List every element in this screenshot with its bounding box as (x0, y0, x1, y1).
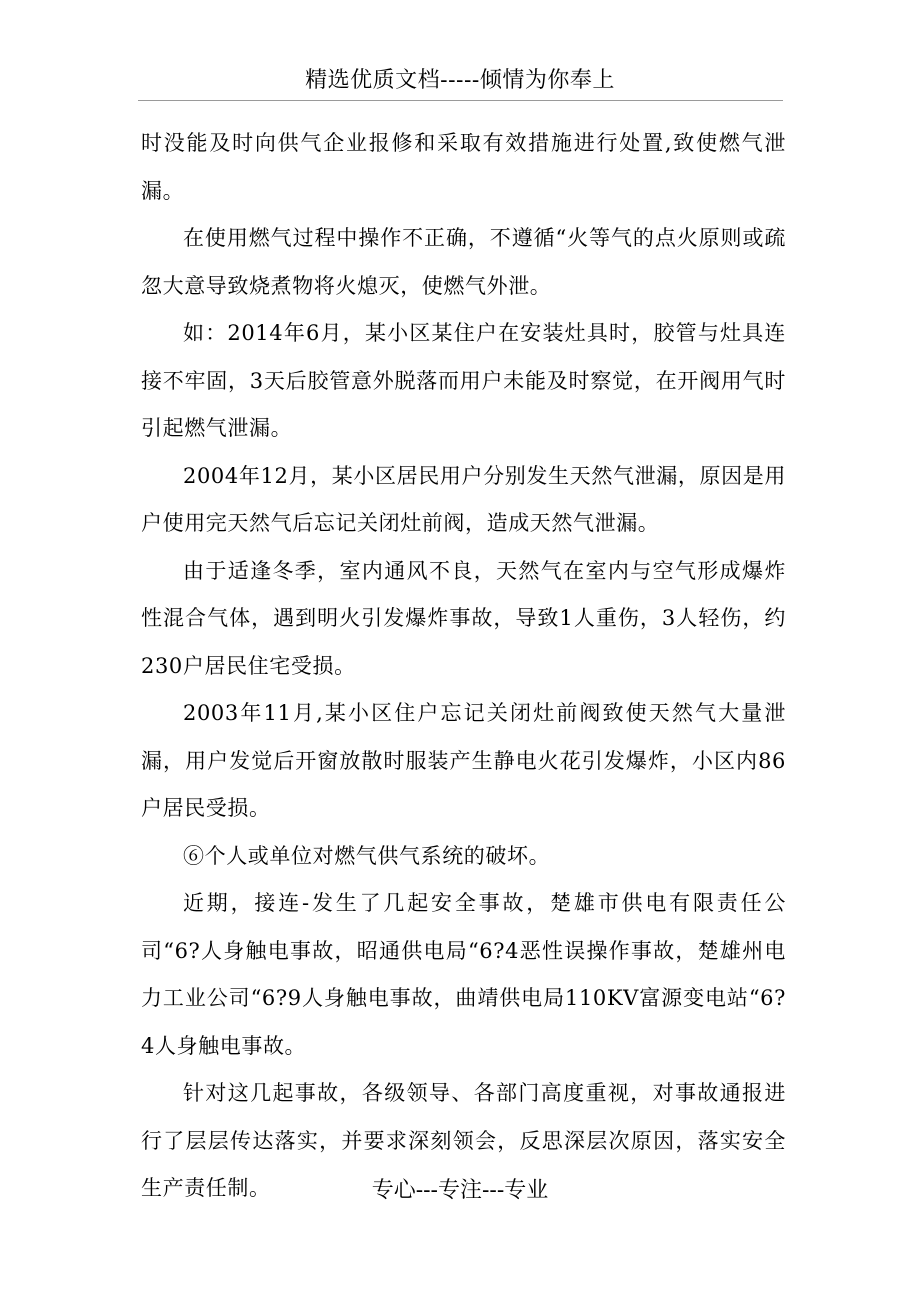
page-header: 精选优质文档-----倾情为你奉上 (305, 68, 615, 93)
body-paragraph: 在使用燃气过程中操作不正确，不遵循“火等气的点火原则或疏忽大意导致烧煮物将火熄灭，使燃气外泄。 (141, 226, 786, 298)
body-paragraph: 时没能及时向供气企业报修和采取有效措施进行处置,致使燃气泄漏。 (141, 131, 786, 203)
body-paragraph: 由于适逢冬季，室内通风不良，天然气在室内与空气形成爆炸性混合气体，遇到明火引发爆炸事故，导致1人重伤，3人轻伤，约230户居民住宅受损。 (141, 558, 786, 678)
header-divider (138, 100, 783, 101)
body-paragraph: 针对这几起事故，各级领导、各部门高度重视，对事故通报进行了层层传达落实，并要求深刻领会，反思深层次原因，落实安全生产责任制。 (141, 1081, 786, 1200)
body-paragraph: ⑥个人或单位对燃气供气系统的破坏。 (183, 843, 551, 868)
body-paragraph: 2004年12月，某小区居民用户分别发生天然气泄漏，原因是用户使用完天然气后忘记关闭灶前阀，造成天然气泄漏。 (141, 463, 786, 535)
body-paragraph: 近期，接连-发生了几起安全事故，楚雄市供电有限责任公司“6?人身触电事故，昭通供电局“6?4恶性误操作事故，楚雄州电力工业公司“6?9人身触电事故，曲靖供电局110KV富源变电站“6?4人身触电事故。 (141, 891, 786, 1058)
body-paragraph: 如：2014年6月，某小区某住户在安装灶具时，胶管与灶具连接不牢固，3天后胶管意外脱落而用户未能及时察觉，在开阀用气时引起燃气泄漏。 (141, 321, 786, 440)
document-body (141, 120, 786, 1213)
body-paragraph: 2003年11月,某小区住户忘记关闭灶前阀致使天然气大量泄漏，用户发觉后开窗放散时服装产生静电火花引发爆炸，小区内86户居民受损。 (141, 701, 786, 820)
page-footer: 专心---专注---专业 (371, 1178, 549, 1203)
